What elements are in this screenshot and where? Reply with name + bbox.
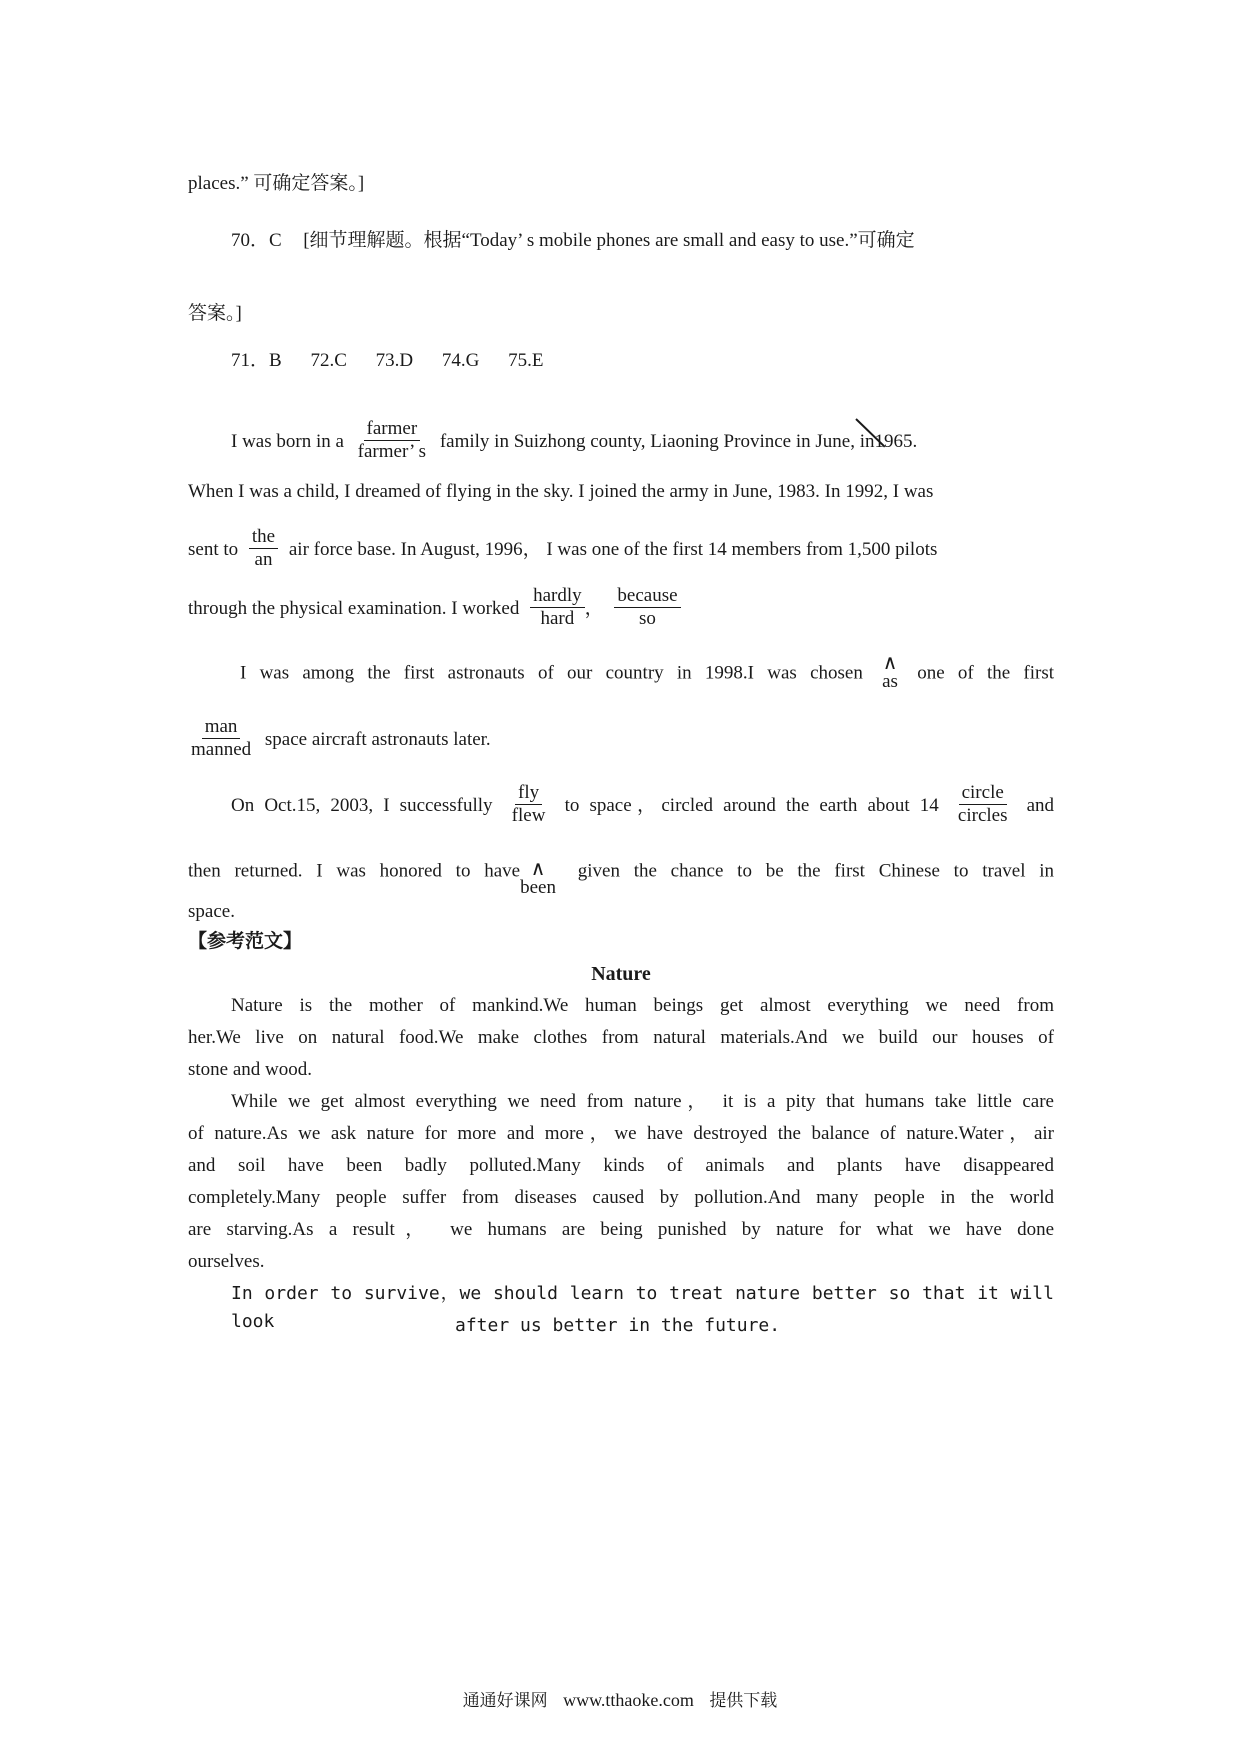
text-segment: ， [584,597,604,619]
essay-line-2: her.We live on natural food.We make clothes from natural materials.And we build our houses of [188,1027,1054,1048]
deleted-word-in: in [860,428,875,456]
corrected-word: flew [511,805,546,826]
correction-because [614,585,680,630]
corrected-word: hard [540,608,575,629]
wrong-word: hardly [530,585,585,608]
essay-line-6: and soil have been badly polluted.Many kinds of animals and plants have disappeared [188,1155,1054,1176]
wrong-word: farmer [364,418,421,441]
essay-line-3: stone and wood. [188,1059,313,1080]
text-segment: to space，circled around the earth about 14 [564,794,939,816]
q70-tail: 答案。] [188,303,242,324]
answer-72: 72.C [310,350,347,371]
text-segment: air force base. In August, 1996， I was one of the first 14 members from 1,500 pilots [288,538,938,560]
insert-caret-icon: ∧ [882,650,898,674]
inserted-word: as [882,671,898,692]
essay-line-4: While we get almost everything we need from nature， it is a pity that humans take little care [231,1091,1054,1112]
corrected-word: manned [191,739,252,760]
text-segment: I was born in a [231,430,344,452]
corrected-word: so [639,608,656,629]
answer-75: 75.E [508,350,544,371]
wrong-word: fly [515,782,542,805]
corrected-word: an [254,549,273,570]
correction-line-6 [188,718,1054,763]
correction-hardly [530,585,585,630]
text-segment: 1965. [874,430,918,452]
page-footer [0,1688,1240,1713]
footer-site-name: 通通好课网 [462,1691,548,1711]
correction-line-5 [240,650,1055,694]
text-segment: through the physical examination. I worked [188,597,520,619]
correction-farmer [355,418,429,463]
text-segment: space aircraft astronauts later. [264,728,491,750]
footer-suffix: 提供下载 [709,1691,778,1711]
wrong-word: man [202,716,241,739]
correction-line-1 [231,420,1054,465]
answer-74: 74.G [441,350,480,371]
correction-line-7 [231,784,1054,829]
essay-line-10: In order to survive，we should learn to treat nature better so that it will look [231,1283,1054,1332]
text-segment: then returned. I was honored to have [188,860,521,882]
essay-label: 【参考范文】 [188,931,303,952]
correction-man [188,716,254,761]
correction-line-9: space. [188,901,235,922]
answer-key-row [231,347,1054,375]
text-segment: and [1026,794,1055,816]
text-segment: given the chance to be the first Chinese to travel in [577,860,1055,882]
insertion-as [882,652,898,692]
text-segment: one of the first [917,662,1055,684]
essay-line-5: of nature.As we ask nature for more and more，we have destroyed the balance of nature.Water，air [188,1123,1054,1144]
corrected-word: farmer’ s [357,441,427,462]
essay-line-11: after us better in the future. [455,1315,781,1336]
insertion-been [520,858,556,898]
correction-line-2: When I was a child, I dreamed of flying in the sky. I joined the army in June, 1983. In 1992, I was [188,481,934,502]
text-segment: sent to [188,538,239,560]
corrected-word: circles [957,805,1008,826]
text-segment: I was among the first astronauts of our country in 1998.I was chosen [240,662,863,684]
text-segment: family in Suizhong county, Liaoning Province in June, [439,430,855,452]
essay-line-1: Nature is the mother of mankind.We human beings get almost everything we need from [231,995,1054,1016]
correction-circle [955,782,1011,827]
essay-title: Nature [591,963,651,985]
essay-line-9: ourselves. [188,1251,265,1272]
answer-71: 71．B [231,350,282,371]
correction-line-4 [188,587,1054,632]
answer-73: 73.D [375,350,414,371]
wrong-word: because [614,585,680,608]
inserted-word: been [520,877,556,898]
text-segment: On Oct.15, 2003, I successfully [231,794,493,816]
q70-number: 70．C [231,230,282,251]
correction-line-8 [188,852,1055,898]
wrong-word: circle [959,782,1007,805]
correction-fly [509,782,549,827]
essay-line-8: are starving.As a result， we humans are being punished by nature for what we have done [188,1219,1054,1240]
footer-url-link[interactable]: www.tthaoke.com [563,1690,694,1710]
q70-text: [细节理解题。根据“Today’ s mobile phones are small and easy to use.”可确定 [303,230,915,251]
correction-the [249,526,278,571]
wrong-word: the [249,526,278,549]
prev-answer-tail: places.” 可确定答案。] [188,173,365,194]
q70-explanation [231,227,1054,255]
essay-line-7: completely.Many people suffer from diseases caused by pollution.And many people in the world [188,1187,1054,1208]
insert-caret-icon: ∧ [530,856,546,880]
correction-line-3 [188,528,1054,573]
